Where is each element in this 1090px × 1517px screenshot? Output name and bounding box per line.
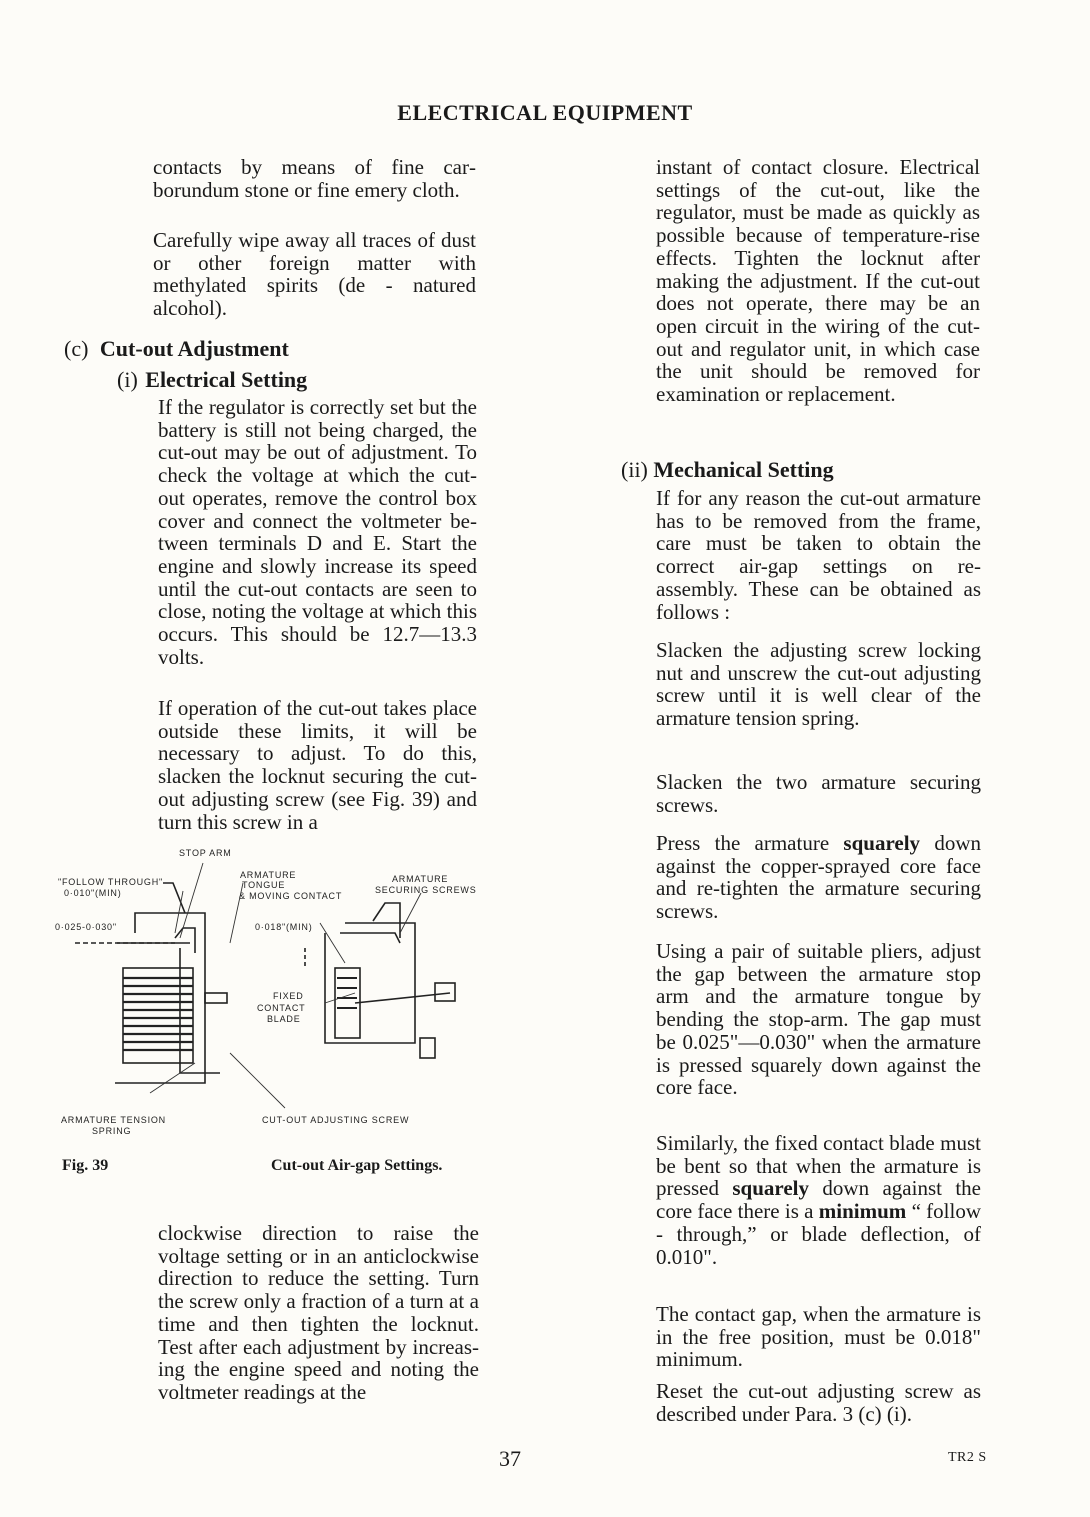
adjusting-screw-shape bbox=[420, 1038, 435, 1058]
left-paragraph-3: If the regulator is correctly set but the battery is still not being charged, the cut-out may be out of adjustment. To check the voltage at which the cut-out operates, remove the control box cover and connect the voltmeter between terminals D and E. Start the engine and slowly increase its speed until the cut-out contacts are seen to close, noting the voltage at which this occurs. This should be 12.7—13.3 volts. bbox=[158, 395, 477, 669]
right-paragraph-6: Using a pair of suitable pliers, adjust the gap between the armature stop arm and the armature tongue by bending the stop-arm. The gap must be 0.025"—0.030" when the armature is pressed squarely down against the core face. bbox=[656, 939, 981, 1100]
p7-text-e: “ follow - through,” or blade deflection, of 0.010". bbox=[656, 1199, 981, 1269]
label-armature-tongue-1: ARMATURE bbox=[240, 870, 297, 880]
right-paragraph-2: If for any reason the cut-out armature has to be removed from the frame, care must be taken to obtain the correct air-gap settings on re-assembly. These can be obtained as follows : bbox=[656, 486, 981, 624]
label-fixed-contact-1: FIXED bbox=[273, 991, 304, 1001]
leader-adjusting-screw bbox=[230, 1053, 285, 1108]
leader-stop-arm bbox=[180, 863, 203, 938]
left-frame bbox=[115, 913, 205, 1083]
label-follow-through: "FOLLOW THROUGH" bbox=[58, 877, 164, 887]
right-paragraph-7 bbox=[656, 1132, 981, 1268]
label-fixed-contact-3: BLADE bbox=[267, 1014, 301, 1024]
p5-text-a: Press the armature bbox=[656, 831, 844, 855]
left-terminal bbox=[205, 993, 227, 1003]
left-paragraph-2: Carefully wipe away all traces of dust or other foreign matter with methylated spirits (de - natured alcohol). bbox=[153, 228, 476, 321]
label-armature-securing-2: SECURING SCREWS bbox=[375, 885, 477, 895]
p7-bold-squarely: squarely bbox=[732, 1176, 810, 1201]
section-c-title: Cut-out Adjustment bbox=[99, 336, 289, 361]
p7-text-c: down against the core face there is a bbox=[656, 1176, 981, 1224]
p5-text-c: down against the copper-sprayed core face and re-tighten the armature securing screws. bbox=[656, 831, 981, 924]
label-armature-tongue-2: TONGUE bbox=[242, 880, 286, 890]
subsection-ii-number: (ii) bbox=[621, 457, 648, 482]
right-paragraph-8: The contact gap, when the armature is in the free position, must be 0.018" minimum. bbox=[656, 1302, 981, 1372]
left-coil bbox=[123, 968, 193, 1063]
left-paragraph-5: clockwise direction to raise the voltage setting or in an anticlockwise direction to reduce the setting. Turn the screw only a fraction of a turn at a time and then tighten the locknut. Test after each adjustment by increasing the engine speed and noting the voltmeter readings at the bbox=[158, 1221, 479, 1404]
label-gap-min: 0·018"(MIN) bbox=[255, 922, 313, 932]
right-terminal bbox=[435, 983, 455, 1001]
p5-bold-squarely: squarely bbox=[843, 831, 921, 855]
subsection-ii-heading bbox=[621, 457, 834, 483]
leader-tension-spring bbox=[150, 1063, 195, 1093]
p7-text-a: Similarly, the fixed contact blade must be bent so that when the armature is pressed bbox=[656, 1131, 981, 1201]
leader-securing-screws bbox=[400, 893, 421, 933]
subsection-i-title: Electrical Setting bbox=[145, 367, 308, 392]
right-paragraph-5 bbox=[656, 832, 981, 923]
left-paragraph-4: If operation of the cut-out takes place outside these limits, it will be necessary to adjust. To do this, slacken the locknut securing the cut-out adjusting screw (see Fig. 39) and turn this screw in a bbox=[158, 696, 477, 834]
right-paragraph-1: instant of contact closure. Electrical settings of the cut-out, like the regulator, must be made as quickly as possible because of temperature-rise effects. Tighten the locknut after making the adjustment. If the cut-out does not operate, there may be an open circuit in the wiring of the cut-out and regulator unit, in which case the unit should be removed for examination or replacement. bbox=[656, 155, 980, 407]
page-header: ELECTRICAL EQUIPMENT bbox=[397, 100, 693, 125]
label-armature-securing-1: ARMATURE bbox=[392, 874, 449, 884]
subsection-ii-title: Mechanical Setting bbox=[653, 457, 834, 482]
figure-39 bbox=[55, 843, 495, 1143]
left-contact bbox=[175, 928, 195, 953]
label-tension-spring-1: ARMATURE TENSION bbox=[61, 1115, 166, 1125]
label-armature-tongue-3: & MOVING CONTACT bbox=[239, 891, 343, 901]
right-paragraph-4: Slacken the two armature securing screws. bbox=[656, 770, 981, 817]
figure-caption: Cut-out Air-gap Settings. bbox=[271, 1157, 443, 1174]
p7-bold-minimum: minimum bbox=[818, 1199, 907, 1224]
right-frame bbox=[325, 923, 415, 1043]
right-paragraph-3: Slacken the adjusting screw locking nut and unscrew the cut-out adjusting screw until it is well clear of the armature tension spring. bbox=[656, 638, 981, 731]
subsection-i-number: (i) bbox=[117, 367, 138, 392]
footer-model: TR2 S bbox=[948, 1450, 987, 1465]
left-paragraph-1: contacts by means of fine carborundum stone or fine emery cloth. bbox=[153, 155, 476, 202]
label-gap-range: 0·025-0·030" bbox=[55, 922, 117, 932]
section-c-heading bbox=[64, 336, 289, 362]
label-follow-value: 0·010"(MIN) bbox=[64, 888, 122, 898]
figure-number: Fig. 39 bbox=[62, 1157, 109, 1174]
section-c-number: (c) bbox=[64, 336, 89, 361]
label-fixed-contact-2: CONTACT bbox=[257, 1003, 306, 1013]
label-adjusting-screw: CUT-OUT ADJUSTING SCREW bbox=[262, 1115, 410, 1125]
label-tension-spring-2: SPRING bbox=[92, 1126, 132, 1136]
page-number: 37 bbox=[499, 1446, 521, 1471]
subsection-i-heading bbox=[117, 367, 307, 393]
right-armature bbox=[340, 933, 400, 943]
label-stop-arm: STOP ARM bbox=[179, 848, 232, 858]
leader-gap-min bbox=[320, 923, 345, 963]
right-paragraph-9: Reset the cut-out adjusting screw as described under Para. 3 (c) (i). bbox=[656, 1379, 981, 1426]
